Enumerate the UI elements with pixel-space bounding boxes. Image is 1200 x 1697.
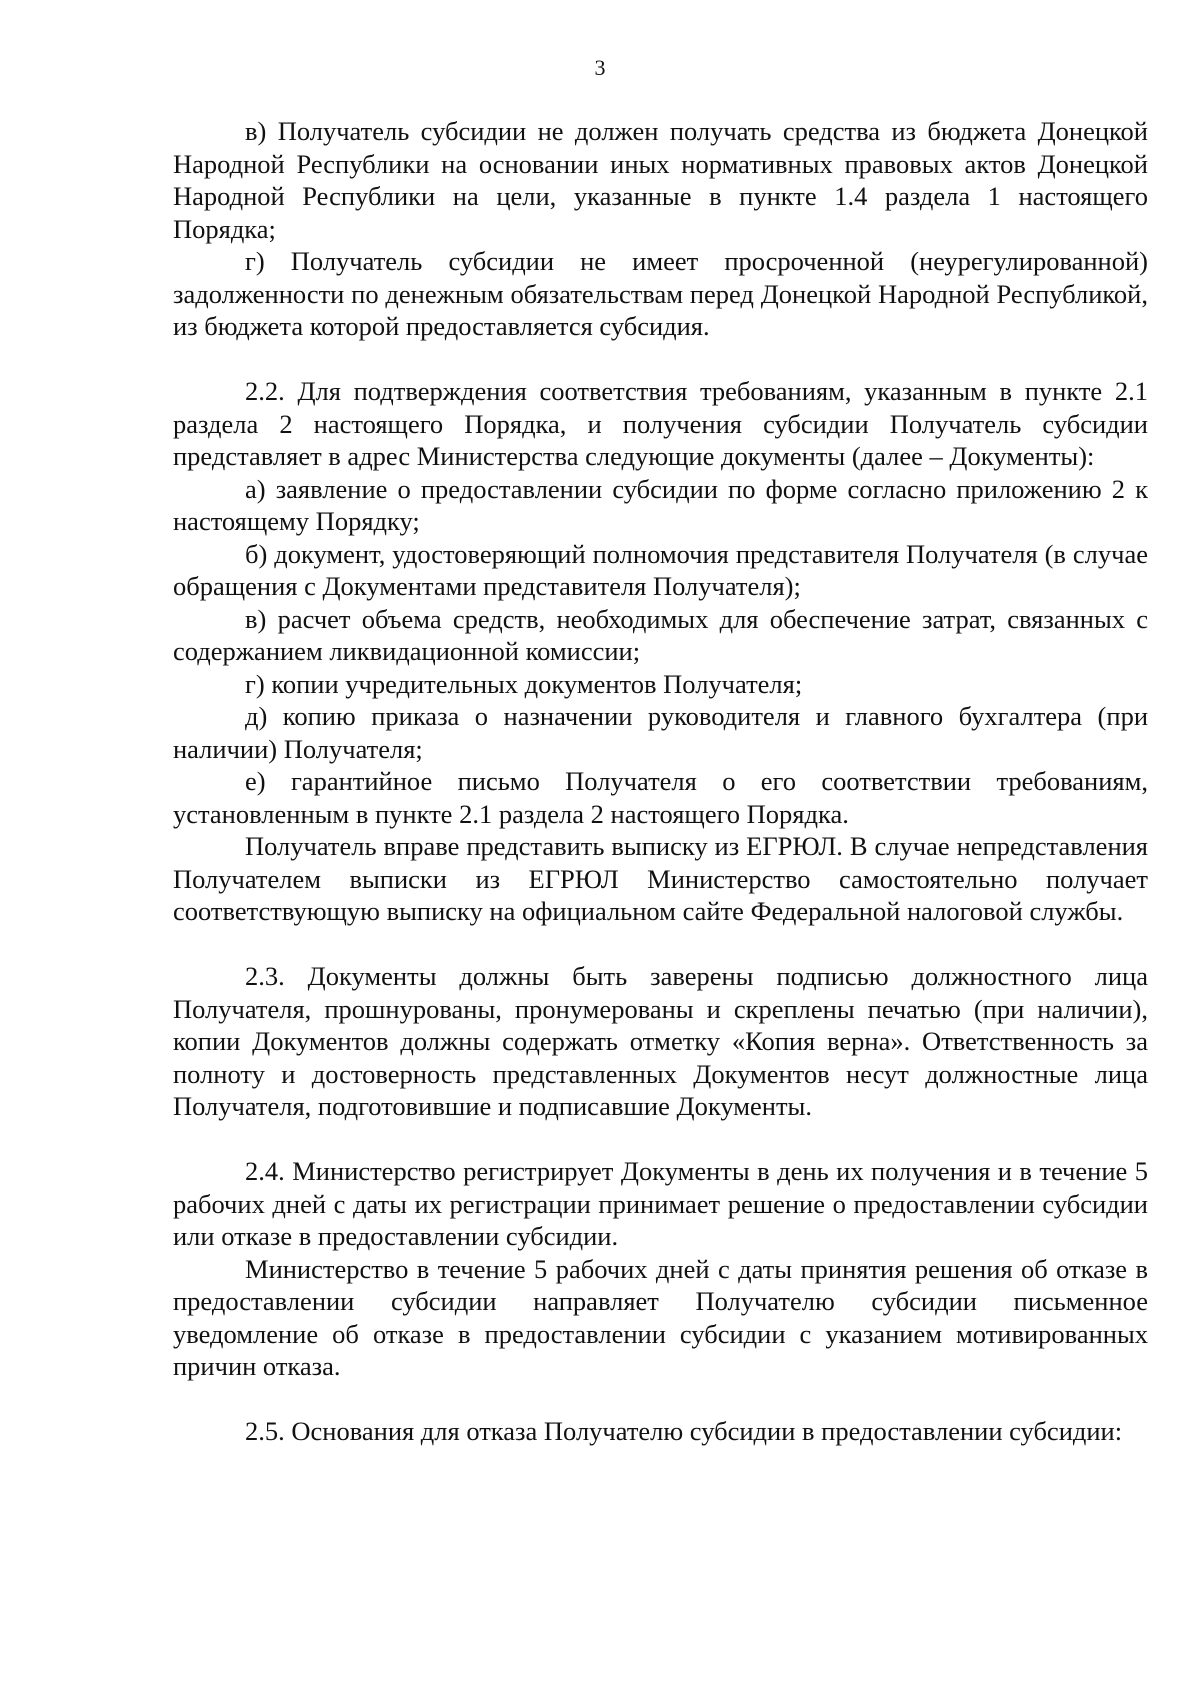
list-item-a: а) заявление о предоставлении субсидии по форме согласно приложению 2 к настоящему Порядку; — [173, 473, 1148, 536]
list-item-b: б) документ, удостоверяющий полномочия представителя Получателя (в случае обращения с Документами представителя Получателя); — [173, 538, 1148, 601]
paragraph-2-3: 2.3. Документы должны быть заверены подписью должностного лица Получателя, прошнурованы, пронумерованы и скреплены печатью (при наличии), копии Документов должны содержать отметку «Копия верна». Ответственность за полноту и достоверность представленных Документов несут должностные лица Получателя, подготовившие и подписавшие Документы. — [173, 961, 1148, 1121]
list-item-g: г) копии учредительных документов Получателя; — [245, 668, 803, 699]
list-item-e: е) гарантийное письмо Получателя о его соответствии требованиям, установленным в пункте 2.1 раздела 2 настоящего Порядка. — [173, 766, 1148, 829]
paragraph-2-2: 2.2. Для подтверждения соответствия требованиям, указанным в пункте 2.1 раздела 2 настоящего Порядка, и получения субсидии Получатель субсидии представляет в адрес Министерства следующие документы (далее – Документы): — [173, 376, 1148, 471]
paragraph-2-4: 2.4. Министерство регистрирует Документы в день их получения и в течение 5 рабочих дней с даты их регистрации принимает решение о предоставлении субсидии или отказе в предоставлении субсидии. — [173, 1156, 1148, 1251]
paragraph-refusal-notice: Министерство в течение 5 рабочих дней с даты принятия решения об отказе в предоставлении субсидии направляет Получателю субсидии письменное уведомление об отказе в предоставлении субсидии с указанием мотивированных причин отказа. — [173, 1253, 1148, 1381]
paragraph-2-5: 2.5. Основания для отказа Получателю субсидии в предоставлении субсидии: — [245, 1416, 1123, 1446]
paragraph-egrul: Получатель вправе представить выписку из ЕГРЮЛ. В случае непредставления Получателем выписки из ЕГРЮЛ Министерство самостоятельно получает соответствующую выписку на официальном сайте Федеральной налоговой службы. — [173, 831, 1148, 926]
paragraph-2-1-g: г) Получатель субсидии не имеет просроченной (неурегулированной) задолженности по денежным обязательствам перед Донецкой Народной Республикой, из бюджета которой предоставляется субсидия. — [173, 246, 1148, 341]
list-item-d: д) копию приказа о назначении руководителя и главного бухгалтера (при наличии) Получателя; — [173, 701, 1148, 764]
page-number: 3 — [594, 55, 606, 80]
document-body — [173, 115, 1148, 1448]
list-item-v: в) расчет объема средств, необходимых для обеспечение затрат, связанных с содержанием ликвидационной комиссии; — [173, 603, 1148, 666]
paragraph-2-1-v: в) Получатель субсидии не должен получать средства из бюджета Донецкой Народной Республики на основании иных нормативных правовых актов Донецкой Народной Республики на цели, указанные в пункте 1.4 раздела 1 настоящего Порядка; — [173, 116, 1148, 244]
